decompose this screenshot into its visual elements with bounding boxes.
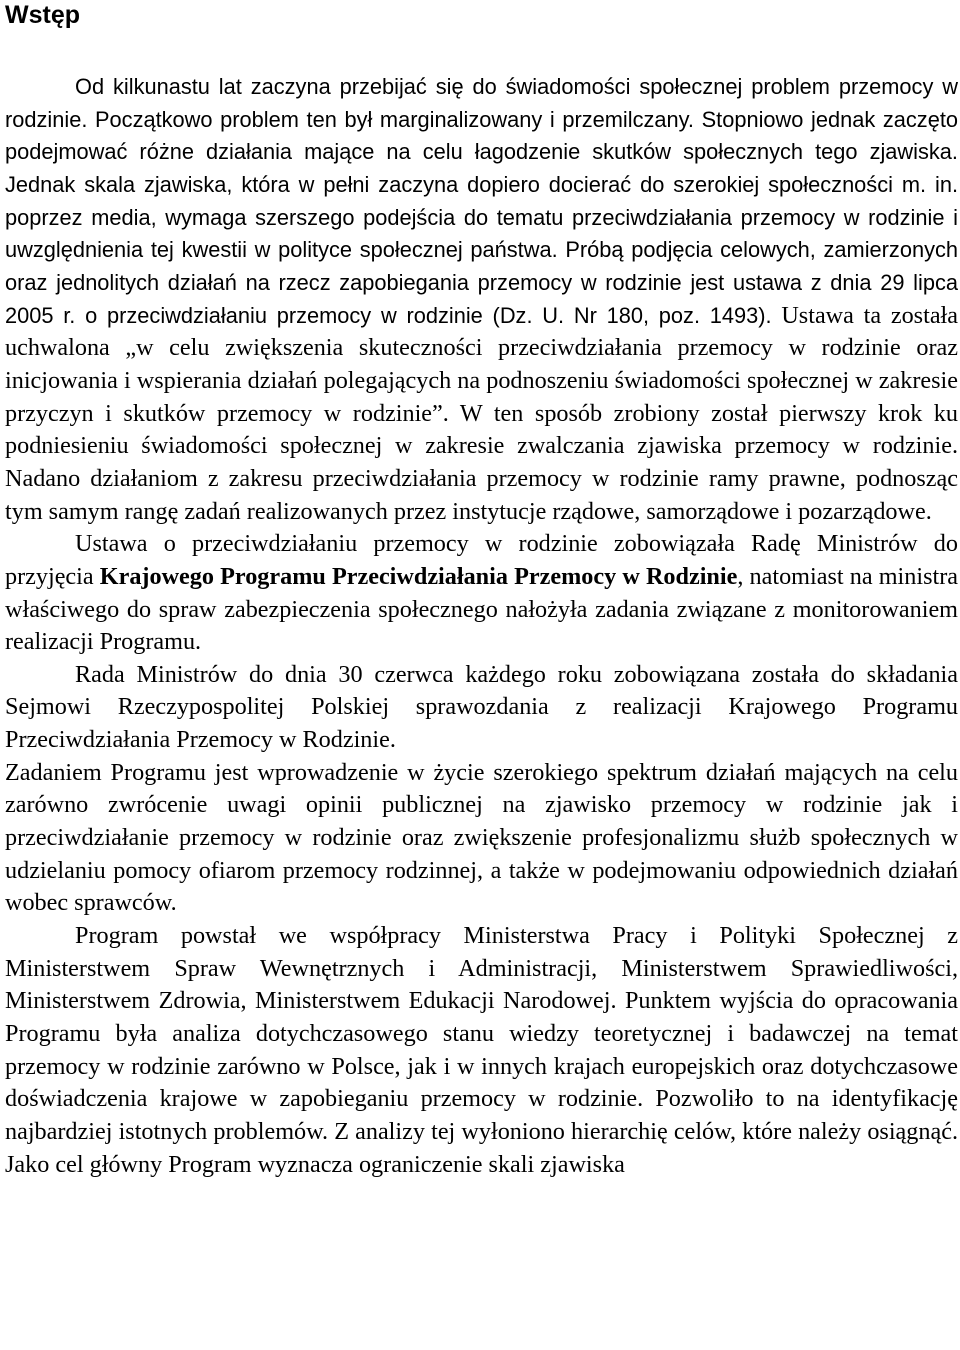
paragraph-intro	[5, 71, 958, 528]
intro-sans-text-2: Próbą podjęcia celowych, zamierzonych oraz jednolitych działań na rzecz zapobiegania przemocy w rodzinie jest ustawa z dnia 29 lipca 2005 r. o przeciwdziałaniu przemocy w rodzinie (Dz. U. Nr 180, poz. 1493).	[5, 237, 958, 328]
document-page	[5, 0, 958, 1181]
ustawa-text-after: , natomiast na ministra właściwego do spraw zabezpieczenia społecznego nałożyła zadania związane z monitorowaniem realizacji Programu.	[5, 562, 958, 656]
paragraph-rada-ministrow: Rada Ministrów do dnia 30 czerwca każdego roku zobowiązana została do składania Sejmowi Rzeczypospolitej Polskiej sprawozdania z realizacji Krajowego Programu Przeciwdziałania Przemocy w Rodzinie.	[5, 660, 958, 754]
ustawa-program-name: Krajowego Programu Przeciwdziałania Przemocy w Rodzinie	[99, 562, 738, 590]
section-heading: Wstęp	[5, 1, 80, 29]
paragraph-ustawa	[5, 528, 958, 659]
intro-sans-text: Od kilkunastu lat zaczyna przebijać się do świadomości społecznej problem przemocy w rodzinie. Początkowo problem ten był marginalizowany i przemilczany. Stopniowo jednak zaczęto podejmować różne działania mające na celu łagodzenie skutków społecznych tego zjawiska. Jednak skala zjawiska, która w pełni zaczyna dopiero docierać do szerokiej społeczności m. in. poprzez media, wymaga szerszego podejścia do tematu przeciwdziałania przemocy w rodzinie i uwzględnienia tej kwestii w polityce społecznej państwa.	[5, 74, 958, 263]
intro-serif-text: Ustawa ta została uchwalona „w celu zwiększenia skuteczności przeciwdziałania przemocy w rodzinie oraz inicjowania i wspierania działań polegających na podnoszeniu świadomości społecznej w zakresie przyczyn i skutków przemocy w rodzinie”. W ten sposób zrobiony został pierwszy krok ku podniesieniu świadomości społecznej w zakresie zwalczania zjawiska przemocy w rodzinie. Nadano działaniom z zakresu przeciwdziałania przemocy w rodzinie ramy prawne, podnosząc tym samym rangę zadań realizowanych przez instytucje rządowe, samorządowe i pozarządowe.	[5, 301, 959, 525]
paragraph-zadanie-programu: Zadaniem Programu jest wprowadzenie w życie szerokiego spektrum działań mających na celu zarówno zwrócenie uwagi opinii publicznej na zjawisko przemocy w rodzinie jak i przeciwdziałanie przemocy w rodzinie oraz zwiększenie profesjonalizmu służb społecznych w udzielaniu pomocy ofiarom przemocy rodzinnej, a także w podejmowaniu odpowiednich działań wobec sprawców.	[5, 758, 958, 917]
ustawa-text-before: Ustawa o przeciwdziałaniu przemocy w rodzinie zobowiązała Radę Ministrów do przyjęcia	[5, 530, 958, 590]
paragraph-program-powstal: Program powstał we współpracy Ministerstwa Pracy i Polityki Społecznej z Ministerstwem Spraw Wewnętrznych i Administracji, Ministerstwem Sprawiedliwości, Ministerstwem Zdrowia, Ministerstwem Edukacji Narodowej. Punktem wyjścia do opracowania Programu była analiza dotychczasowego stanu wiedzy teoretycznej i badawczej na temat przemocy w rodzinie zarówno w Polsce, jak i w innych krajach europejskich oraz dotychczasowe doświadczenia krajowe w zapobieganiu przemocy w rodzinie. Pozwoliło to na identyfikację najbardziej istotnych problemów. Z analizy tej wyłoniono hierarchię celów, które należy osiągnąć. Jako cel główny Program wyznacza ograniczenie skali zjawiska	[5, 922, 958, 1178]
